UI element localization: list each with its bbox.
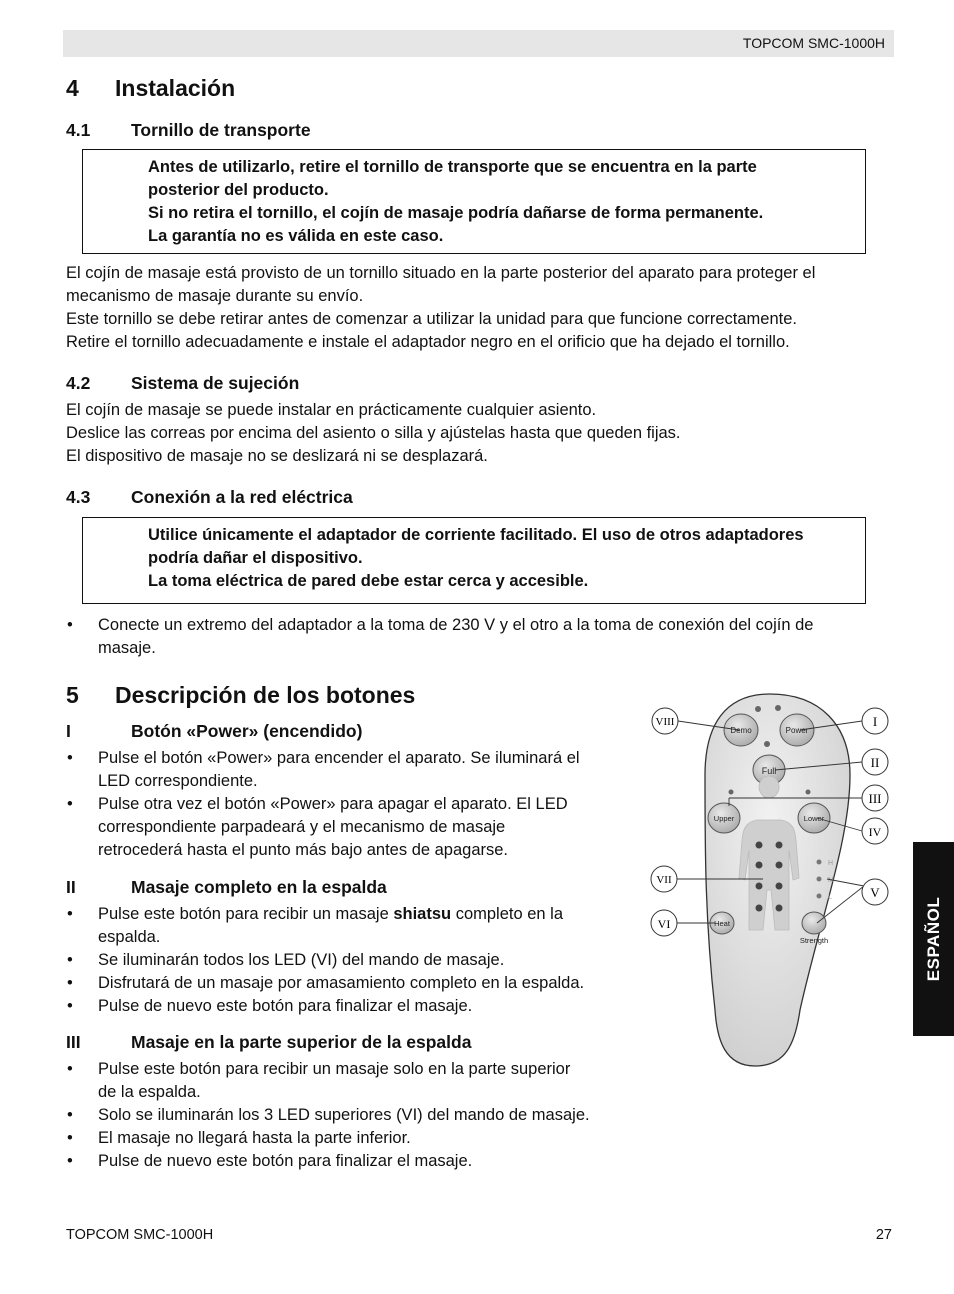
section-title: Descripción de los botones	[115, 682, 416, 708]
callout-ii: II	[870, 755, 880, 770]
level-led-h	[817, 860, 822, 865]
header-model: TOPCOM SMC-1000H	[742, 35, 885, 51]
callout-iv: IV	[868, 825, 882, 839]
list-item	[66, 903, 656, 949]
body-led	[756, 842, 763, 849]
callout-viii: VIII	[655, 716, 675, 728]
remote-control-illustration	[645, 690, 895, 1070]
led-indicator	[806, 790, 811, 795]
body-led	[756, 905, 763, 912]
level-led-m	[817, 877, 822, 882]
subsection-title: Tornillo de transporte	[131, 120, 311, 140]
text-line: El cojín de masaje se puede instalar en prácticamente cualquier asiento.	[66, 401, 597, 419]
list-item	[66, 747, 656, 793]
power-connection-list	[66, 614, 896, 660]
paragraph-transport-screw	[66, 262, 896, 354]
power-button-list	[66, 747, 656, 862]
footer-model: TOPCOM SMC-1000H	[66, 1227, 214, 1243]
subsection-III-heading	[66, 1032, 626, 1054]
text-line: Solo se iluminarán los 3 LED superiores (VI) del mando de masaje.	[98, 1106, 590, 1124]
text-line: Deslice las correas por encima del asiento o silla y ajústelas hasta que queden fijas.	[66, 424, 681, 442]
page-number: 27	[875, 1227, 892, 1243]
body-led	[776, 862, 783, 869]
warning-box-power	[82, 517, 866, 604]
text-line: Pulse el botón «Power» para encender el aparato. Se iluminará el	[98, 749, 580, 767]
section-title: Instalación	[115, 75, 236, 101]
list-item	[66, 1127, 666, 1150]
list-item	[66, 949, 656, 972]
text-line: de la espalda.	[98, 1083, 201, 1101]
level-l-label: L	[828, 894, 832, 901]
subsection-I-heading	[66, 721, 626, 743]
body-led	[776, 842, 783, 849]
strength-label: Strength	[799, 936, 829, 945]
list-item	[66, 1150, 666, 1173]
level-led-l	[817, 894, 822, 899]
warning-line: Utilice únicamente el adaptador de corriente facilitado. El uso de otros adaptadores	[148, 526, 804, 544]
list-item	[66, 1058, 666, 1104]
text-line: Conecte un extremo del adaptador a la toma de 230 V y el otro a la toma de conexión del cojín de	[98, 616, 814, 634]
list-item	[66, 1104, 666, 1127]
subsection-4-2-heading	[66, 373, 566, 395]
text-line: Este tornillo se debe retirar antes de comenzar a utilizar la unidad para que funcione correctamente.	[66, 310, 797, 328]
paragraph-fixing-system	[66, 399, 896, 468]
text-line: Pulse de nuevo este botón para finalizar el masaje.	[98, 1152, 473, 1170]
warning-box-transport-screw	[82, 149, 866, 254]
warning-line: podría dañar el dispositivo.	[148, 549, 363, 567]
led-indicator	[775, 705, 781, 711]
power-label: Power	[785, 726, 809, 735]
led-indicator	[764, 741, 770, 747]
text-line: masaje.	[98, 639, 156, 657]
language-side-tab	[913, 842, 954, 1036]
subsection-title: Sistema de sujeción	[131, 373, 300, 393]
callout-i: I	[872, 714, 878, 729]
led-indicator	[729, 790, 734, 795]
subsection-number: 4.1	[66, 120, 91, 140]
text-run: Pulse este botón para recibir un masaje	[98, 905, 394, 923]
callout-iii: III	[868, 791, 882, 806]
heat-label: Heat	[714, 919, 730, 928]
text-line: Retire el tornillo adecuadamente e instale el adaptador negro en el orificio que ha dejado el tornillo.	[66, 333, 790, 351]
lower-label: Lower	[803, 814, 825, 823]
list-item	[66, 793, 656, 862]
section-4-heading	[66, 75, 566, 105]
subsection-title: Conexión a la red eléctrica	[131, 487, 353, 507]
text-line: mecanismo de masaje durante su envío.	[66, 287, 364, 305]
text-line: Pulse de nuevo este botón para finalizar el masaje.	[98, 997, 473, 1015]
body-led	[776, 883, 783, 890]
text-line: El dispositivo de masaje no se deslizará ni se desplazará.	[66, 447, 488, 465]
text-line: Pulse otra vez el botón «Power» para apagar el aparato. El LED	[98, 795, 568, 813]
warning-line: La toma eléctrica de pared debe estar cerca y accesible.	[148, 572, 589, 590]
subsection-4-1-heading	[66, 120, 566, 142]
full-label: Full	[761, 766, 777, 776]
level-m-label: M	[828, 877, 834, 884]
upper-label: Upper	[713, 814, 735, 823]
list-item	[66, 614, 896, 660]
body-led	[756, 883, 763, 890]
subsection-number: II	[66, 877, 76, 897]
callout-vii: VII	[656, 874, 672, 886]
subsection-II-heading	[66, 877, 626, 899]
subsection-number: 4.2	[66, 373, 91, 393]
text-line: Disfrutará de un masaje por amasamiento completo en la espalda.	[98, 974, 585, 992]
list-item	[66, 972, 656, 995]
section-number: 4	[66, 75, 79, 101]
text-line: Se iluminarán todos los LED (VI) del mando de masaje.	[98, 951, 505, 969]
warning-line: Si no retira el tornillo, el cojín de masaje podría dañarse de forma permanente.	[148, 204, 764, 222]
subsection-number: III	[66, 1032, 81, 1052]
section-5-heading	[66, 682, 626, 712]
language-label: ESPAÑOL	[923, 896, 943, 982]
list-item	[66, 995, 656, 1018]
subsection-number: I	[66, 721, 71, 741]
callout-v: V	[870, 885, 880, 900]
text-line: Pulse este botón para recibir un masaje solo en la parte superior	[98, 1060, 571, 1078]
body-led	[756, 862, 763, 869]
warning-line: posterior del producto.	[148, 181, 329, 199]
subsection-title: Botón «Power» (encendido)	[131, 721, 363, 741]
text-line: correspondiente parpadeará y el mecanismo de masaje	[98, 818, 506, 836]
text-line: El cojín de masaje está provisto de un tornillo situado en la parte posterior del aparato para proteger el	[66, 264, 816, 282]
warning-line: Antes de utilizarlo, retire el tornillo de transporte que se encuentra en la parte	[148, 158, 757, 176]
text-line: espalda.	[98, 928, 161, 946]
text-bold: shiatsu	[393, 905, 452, 923]
section-number: 5	[66, 682, 79, 708]
subsection-title: Masaje en la parte superior de la espalda	[131, 1032, 472, 1052]
subsection-title: Masaje completo en la espalda	[131, 877, 387, 897]
text-line: LED correspondiente.	[98, 772, 258, 790]
strength-button[interactable]	[802, 912, 826, 934]
text-run: completo en la	[451, 905, 564, 923]
text-line: retrocederá hasta el punto más bajo antes de apagarse.	[98, 841, 509, 859]
subsection-number: 4.3	[66, 487, 91, 507]
full-massage-list	[66, 903, 656, 1018]
text-line: El masaje no llegará hasta la parte inferior.	[98, 1129, 411, 1147]
subsection-4-3-heading	[66, 487, 566, 509]
upper-massage-list	[66, 1058, 666, 1173]
body-led	[776, 905, 783, 912]
warning-line: La garantía no es válida en este caso.	[148, 227, 444, 245]
level-h-label: H	[828, 860, 834, 867]
demo-label: Demo	[730, 726, 752, 735]
led-indicator	[755, 706, 761, 712]
callout-vi: VI	[657, 917, 671, 931]
